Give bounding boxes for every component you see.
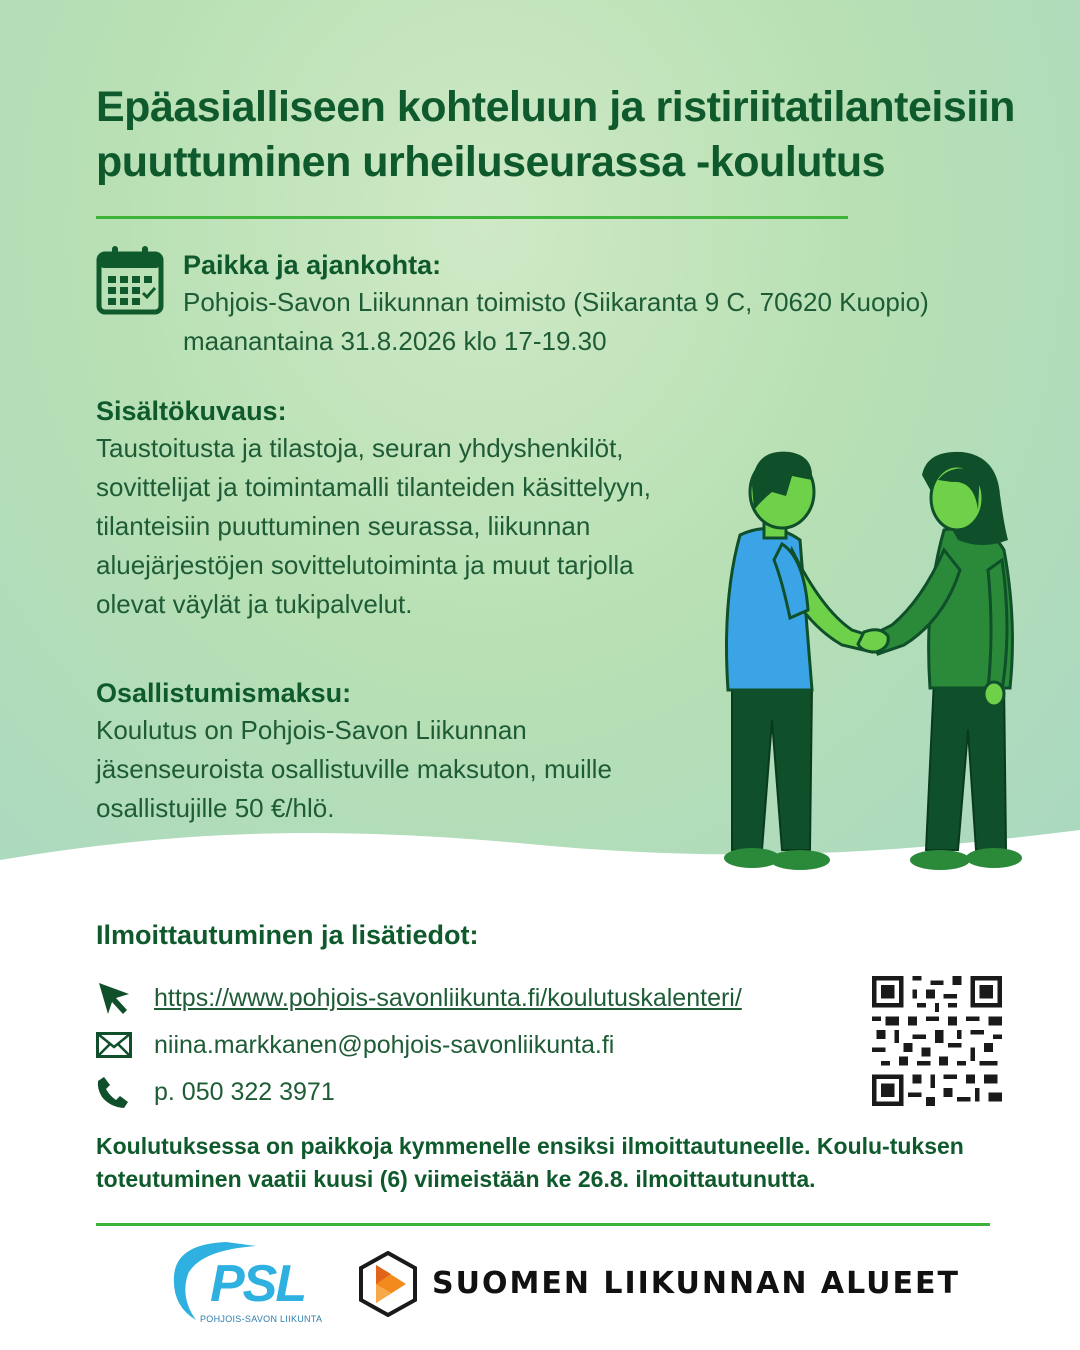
url-row (96, 978, 742, 1018)
page-title (96, 80, 1056, 190)
title-line-1: Epäasialliseen kohteluun ja ristiriitatilanteisiin (96, 83, 1015, 131)
email-address[interactable]: niina.markkanen@pohjois-savonliikunta.fi (154, 1030, 615, 1059)
phone-number[interactable]: p. 050 322 3971 (154, 1077, 335, 1106)
content-heading: Sisältökuvaus: (96, 396, 287, 426)
psl-logo-text: PSL (210, 1255, 306, 1313)
qr-code[interactable] (872, 976, 1002, 1106)
fee-heading: Osallistumismaksu: (96, 678, 352, 708)
venue-heading: Paikka ja ajankohta: (183, 250, 442, 280)
content-section (96, 394, 696, 624)
venue-time: maanantaina 31.8.2026 klo 17-19.30 (183, 326, 607, 357)
availability-note: Koulutuksessa on paikkoja kymmenelle ensiksi ilmoittautuneelle. Koulu-tuksen toteutuminen vaatii kuusi (6) viimeistään ke 26.8. ilmoittautunutta. (96, 1133, 964, 1192)
phone-row (96, 1072, 335, 1112)
content-text: Taustoitusta ja tilastoja, seuran yhdyshenkilöt, sovittelijat ja toimintamalli tilanteiden käsittelyyn, tilanteisiin puuttuminen seurassa, liikunnan aluejärjestöjen sovittelutoiminta ja muut tarjolla olevat väylät ja tukipalvelut. (96, 433, 651, 620)
mail-icon (96, 1025, 136, 1065)
sla-logo-icon (358, 1251, 418, 1317)
email-row (96, 1025, 614, 1065)
psl-logo-subtitle: POHJOIS-SAVON LIIKUNTA (200, 1314, 323, 1324)
handshake-illustration (712, 440, 1042, 880)
person-right (858, 452, 1022, 870)
divider-top (96, 216, 848, 219)
fee-text: Koulutus on Pohjois-Savon Liikunnan jäsenseuroista osallistuville maksuton, muille osallistujille 50 €/hlö. (96, 715, 612, 824)
registration-link[interactable]: https://www.pohjois-savonliikunta.fi/koulutuskalenteri/ (154, 983, 742, 1012)
divider-bottom (96, 1223, 990, 1226)
venue-place: Pohjois-Savon Liikunnan toimisto (Siikaranta 9 C, 70620 Kuopio) (183, 287, 929, 318)
venue-section (183, 248, 1043, 361)
calendar-icon (96, 244, 164, 316)
title-line-2: puuttuminen urheiluseurassa -koulutus (96, 138, 886, 187)
registration-heading: Ilmoittautuminen ja lisätiedot: (96, 920, 479, 950)
cursor-icon (96, 978, 136, 1018)
sla-logo-text: SUOMEN LIIKUNNAN ALUEET (432, 1266, 960, 1301)
person-left (724, 452, 877, 870)
fee-section (96, 676, 696, 828)
phone-icon (96, 1072, 136, 1112)
